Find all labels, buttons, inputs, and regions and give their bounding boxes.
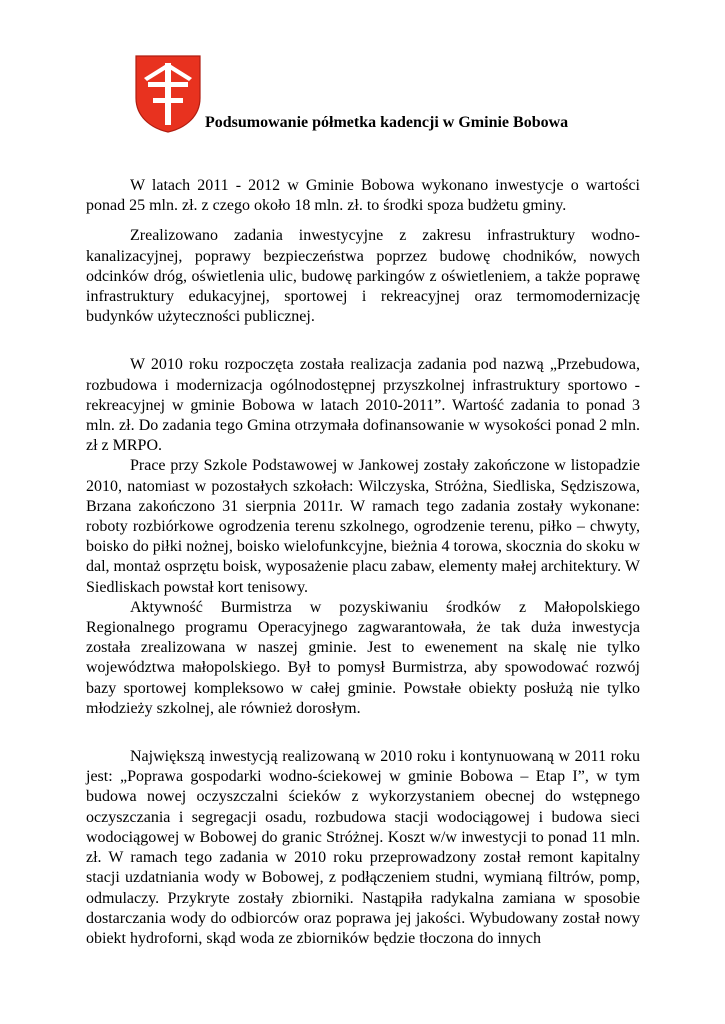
document-title: Podsumowanie półmetka kadencji w Gminie Bobowa <box>205 114 569 131</box>
paragraph: W latach 2011 - 2012 w Gminie Bobowa wykonano inwestycje o wartości ponad 25 mln. zł. z czego około 18 mln. zł. to środki spoza budżetu gminy. <box>86 177 640 215</box>
paragraph: Aktywność Burmistrza w pozyskiwaniu środków z Małopolskiego Regionalnego programu Operacyjnego zagwarantowała, że tak duża inwestycja została zrealizowana w naszej gminie. Jest to ewenement na skalę nie tylko województwa małopolskiego. Był to pomysł Burmistrza, aby spowodować rozwój bazy sportowej kompleksowo w całej gminie. Powstałe obiekty posłużą nie tylko młodzieży szkolnej, ale również dorosłym. <box>86 598 640 717</box>
paragraph: W 2010 roku rozpoczęta została realizacja zadania pod nazwą „Przebudowa, rozbudowa i modernizacja ogólnodostępnej przyszkolnej infrastruktury sportowo - rekreacyjnej w gminie Bobowa w latach 2010-2011”. Wartość zadania to ponad 3 mln. zł. Do zadania tego Gmina otrzymała dofinansowanie w wysokości ponad 2 mln. zł z MRPO. <box>86 356 640 455</box>
paragraph: Największą inwestycją realizowaną w 2010 roku i kontynuowaną w 2011 roku jest: „Poprawa gospodarki wodno-ściekowej w gminie Bobowa – Etap I”, w tym budowa nowej oczyszczalni ścieków z wykorzystaniem obecnej do wstępnego oczyszczania i segregacji osadu, rozbudowa stacji wodociągowej i budowa sieci wodociągowej w Bobowej do granic Stróżnej. Koszt w/w inwestycji to ponad 11 mln. zł. W ramach tego zadania w 2010 roku przeprowadzony został remont kapitalny stacji uzdatniania wody w Bobowej, z podłączeniem studni, wymianą filtrów, pomp, odmulaczy. Przykryte zostały zbiorniki. Nastąpiła radykalna zamiana w sposobie dostarczania wody do odbiorców oraz poprawa jej jakości. Wybudowany został nowy obiekt hydroforni, skąd woda ze zbiorników będzie tłoczona do innych <box>86 748 640 947</box>
paragraph: Zrealizowano zadania inwestycyjne z zakresu infrastruktury wodno-kanalizacyjnej, poprawy bezpieczeństwa poprzez budowę chodników, nowych odcinków dróg, oświetlenia ulic, budowę parkingów z oświetleniem, a także poprawę infrastruktury edukacyjnej, sportowej i rekreacyjnej oraz termomodernizację budynków użyteczności publicznej. <box>86 227 640 326</box>
document-body <box>86 176 640 949</box>
coat-of-arms-icon <box>134 54 202 134</box>
paragraph: Prace przy Szkole Podstawowej w Jankowej zostały zakończone w listopadzie 2010, natomiast w pozostałych szkołach: Wilczyska, Stróżna, Siedliska, Sędziszowa, Brzana zakończono 31 sierpnia 2011r. W ramach tego zadania zostały wykonane: roboty rozbiórkowe ogrodzenia terenu szkolnego, ogrodzenie terenu, piłko – chwyty, boisko do piłki nożnej, boisko wielofunkcyjne, bieżnia 4 torowa, skocznia do skoku w dal, montaż osprzętu boisk, wyposażenie placu zabaw, elementy małej architektury. W Siedliskach powstał kort tenisowy. <box>86 457 640 596</box>
